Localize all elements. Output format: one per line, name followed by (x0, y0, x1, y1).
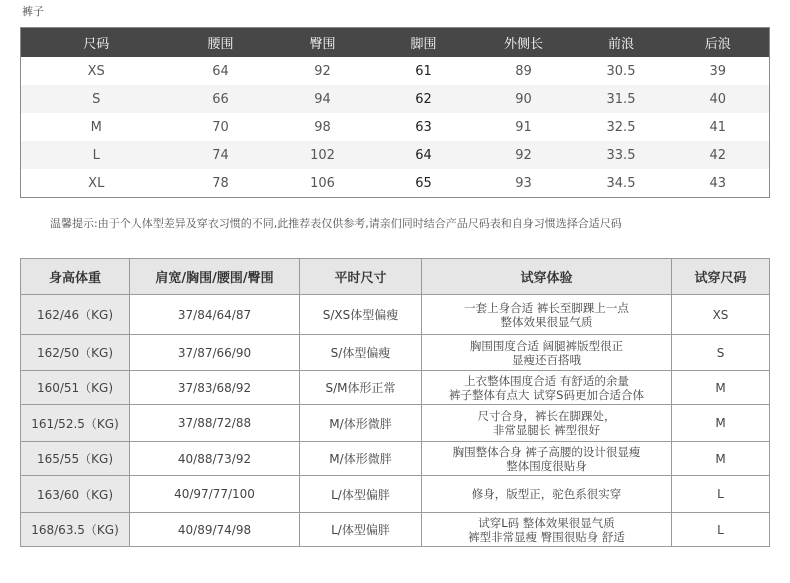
usual-size-cell: S/体型偏瘦 (300, 335, 422, 371)
table-cell: 92 (472, 141, 576, 169)
table-row (21, 476, 770, 513)
size-tip-note: 温馨提示:由于个人体型差异及穿衣习惯的不同,此推荐表仅供参考,请亲们同时结合产品尺码表和自身习惯选择合适尺码 (50, 217, 622, 230)
experience-cell (422, 513, 672, 547)
table-cell: 102 (270, 141, 376, 169)
fit-size-cell: S (672, 335, 770, 371)
experience-line: 修身，版型正，驼色系很实穿 (471, 487, 622, 501)
height-weight-cell: 165/55（KG) (21, 442, 130, 476)
experience-line: 尺寸合身，裤长在脚踝处， (477, 409, 616, 423)
experience-cell (422, 476, 672, 513)
measurements-cell: 37/87/66/90 (130, 335, 300, 371)
table-cell: 31.5 (576, 85, 667, 113)
col-header-back-rise: 后浪 (667, 28, 770, 58)
fit-size-cell: M (672, 405, 770, 442)
col-header-usual-size: 平时尺寸 (300, 259, 422, 295)
usual-size-cell: L/体型偏胖 (300, 476, 422, 513)
table-cell: 63 (415, 119, 432, 135)
experience-line: 胸围整体合身 裤子高腰的设计很显瘦 (452, 444, 641, 459)
table-cell: 89 (515, 63, 532, 79)
measurements-cell: 40/89/74/98 (130, 513, 300, 547)
experience-line: 试穿L码 整体效果很显气质 (478, 515, 615, 530)
table-cell: 30.5 (606, 63, 636, 79)
table-row (21, 85, 770, 113)
col-header-size: 尺码 (21, 28, 172, 58)
col-header-try-on-size: 试穿尺码 (672, 259, 770, 295)
fitting-report-table (20, 258, 770, 547)
table-row (21, 113, 770, 141)
table-cell: 66 (172, 85, 270, 113)
table-row (21, 335, 770, 371)
table-cell: 61 (415, 63, 432, 79)
fit-size-cell: L (672, 476, 770, 513)
usual-size-cell: L/体型偏胖 (300, 513, 422, 547)
col-header-measurements: 肩宽/胸围/腰围/臀围 (130, 259, 300, 295)
usual-size-cell: S/XS体型偏瘦 (300, 295, 422, 335)
col-header-height-weight: 身高体重 (21, 259, 130, 295)
table-cell: 32.5 (606, 119, 636, 135)
height-weight-cell: 162/46（KG) (21, 295, 130, 335)
usual-size-cell: M/体形微胖 (300, 442, 422, 476)
table-cell: 33.5 (576, 141, 667, 169)
experience-line: 裤型非常显瘦 臀围很贴身 舒适 (468, 529, 625, 544)
col-header-leg-opening: 脚围 (376, 28, 472, 58)
table-cell: 94 (270, 85, 376, 113)
table-cell: 39 (709, 63, 727, 79)
height-weight-cell: 161/52.5（KG) (21, 405, 130, 442)
table-cell: 93 (515, 175, 532, 191)
table-row (21, 442, 770, 476)
table-cell: M (90, 119, 102, 135)
fitting-header-row (21, 259, 770, 295)
table-row (21, 371, 770, 405)
col-header-try-on-experience: 试穿体验 (422, 259, 672, 295)
experience-line: 整体效果很显气质 (500, 314, 593, 329)
measurements-cell: 40/88/73/92 (130, 442, 300, 476)
height-weight-cell: 160/51（KG) (21, 371, 130, 405)
table-row (21, 169, 770, 198)
table-cell: 64 (376, 141, 472, 169)
usual-size-cell: M/体形微胖 (300, 405, 422, 442)
experience-line: 整体围度很贴身 (506, 458, 587, 473)
experience-line: 胸围围度合适 阔腿裤版型很正 (469, 338, 624, 353)
table-cell: 74 (172, 141, 270, 169)
size-chart-header-row (21, 28, 770, 58)
fit-size-cell: XS (672, 295, 770, 335)
table-cell: 40 (667, 85, 770, 113)
page-label: 裤子 (22, 5, 44, 18)
measurements-cell: 40/97/77/100 (130, 476, 300, 513)
table-cell: 78 (212, 175, 229, 191)
experience-cell (422, 405, 672, 442)
table-cell: XL (88, 175, 105, 191)
table-cell: 90 (472, 85, 576, 113)
table-cell: 42 (667, 141, 770, 169)
table-row (21, 295, 770, 335)
measurements-cell: 37/83/68/92 (130, 371, 300, 405)
experience-line: 显瘦还百搭哦 (512, 352, 581, 367)
fit-size-cell: M (672, 442, 770, 476)
height-weight-cell: 163/60（KG) (21, 476, 130, 513)
experience-line: 上衣整体围度合适 有舒适的余量 (464, 373, 629, 388)
table-cell: 92 (314, 63, 331, 79)
col-header-outseam: 外侧长 (472, 28, 576, 58)
table-cell: 41 (709, 119, 727, 135)
experience-line: 非常显腿长 裤型很好 (492, 423, 601, 437)
col-header-front-rise: 前浪 (576, 28, 667, 58)
measurements-cell: 37/88/72/88 (130, 405, 300, 442)
table-row (21, 405, 770, 442)
table-cell: 34.5 (606, 175, 636, 191)
experience-cell (422, 371, 672, 405)
experience-cell (422, 335, 672, 371)
experience-line: 裤子整体有点大 试穿S码更加合适合体 (449, 387, 644, 402)
fit-size-cell: M (672, 371, 770, 405)
table-cell: L (21, 141, 172, 169)
table-cell: 65 (415, 175, 432, 191)
col-header-hip: 臀围 (270, 28, 376, 58)
table-cell: 91 (515, 119, 532, 135)
usual-size-cell: S/M体形正常 (300, 371, 422, 405)
height-weight-cell: 162/50（KG) (21, 335, 130, 371)
table-cell: 98 (314, 119, 331, 135)
experience-cell (422, 295, 672, 335)
table-cell: 106 (310, 175, 335, 191)
table-row (21, 141, 770, 169)
experience-cell (422, 442, 672, 476)
table-cell: XS (87, 63, 105, 79)
table-row (21, 57, 770, 85)
experience-line: 一套上身合适 裤长至脚踝上一点 (464, 300, 629, 315)
table-cell: 64 (212, 63, 229, 79)
table-row (21, 513, 770, 547)
table-cell: 70 (212, 119, 229, 135)
measurements-cell: 37/84/64/87 (130, 295, 300, 335)
col-header-waist: 腰围 (172, 28, 270, 58)
table-cell: 62 (376, 85, 472, 113)
table-cell: S (21, 85, 172, 113)
fit-size-cell: L (672, 513, 770, 547)
table-cell: 43 (709, 175, 727, 191)
height-weight-cell: 168/63.5（KG) (21, 513, 130, 547)
size-chart-table (20, 27, 770, 198)
